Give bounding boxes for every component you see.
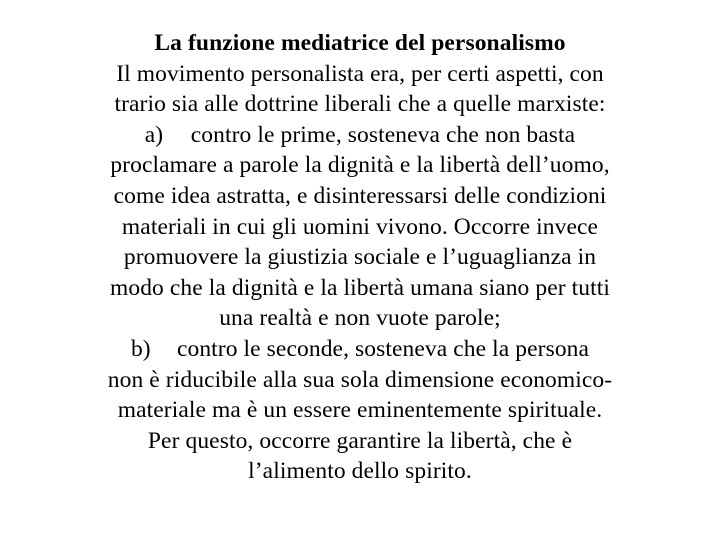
text-line: una realtà e non vuote parole; [219, 305, 501, 332]
text-body [55, 28, 665, 487]
list-item-b-text: contro le seconde, sosteneva che la persona [176, 335, 590, 362]
text-line: materiali in cui gli uomini vivono. Occorre invece [121, 213, 599, 240]
text-line: l’alimento dello spirito. [248, 458, 472, 485]
list-item-b [55, 334, 665, 365]
text-line: trario sia alle dottrine liberali che a quelle marxiste: [114, 91, 606, 118]
list-marker-b: b) [130, 335, 151, 362]
text-line: Per questo, occorre garantire la libertà, che è [147, 427, 573, 454]
list-item-a-text: contro le prime, sosteneva che non basta [190, 121, 576, 148]
text-line: materiale ma è un essere eminentemente spirituale. [117, 397, 603, 424]
text-line: Il movimento personalista era, per certi aspetti, con [116, 60, 604, 87]
text-line: promuovere la giustizia sociale e l’uguaglianza in [123, 244, 597, 271]
text-line: modo che la dignità e la libertà umana siano per tutti [109, 274, 611, 301]
text-line: non è riducibile alla sua sola dimensione economico- [107, 366, 613, 393]
text-line: come idea astratta, e disinteressarsi delle condizioni [113, 182, 607, 209]
slide-title: La funzione mediatrice del personalismo [154, 30, 566, 56]
list-item-a [55, 120, 665, 151]
text-line: proclamare a parole la dignità e la libertà dell’uomo, [110, 152, 610, 179]
list-marker-a: a) [144, 121, 164, 148]
